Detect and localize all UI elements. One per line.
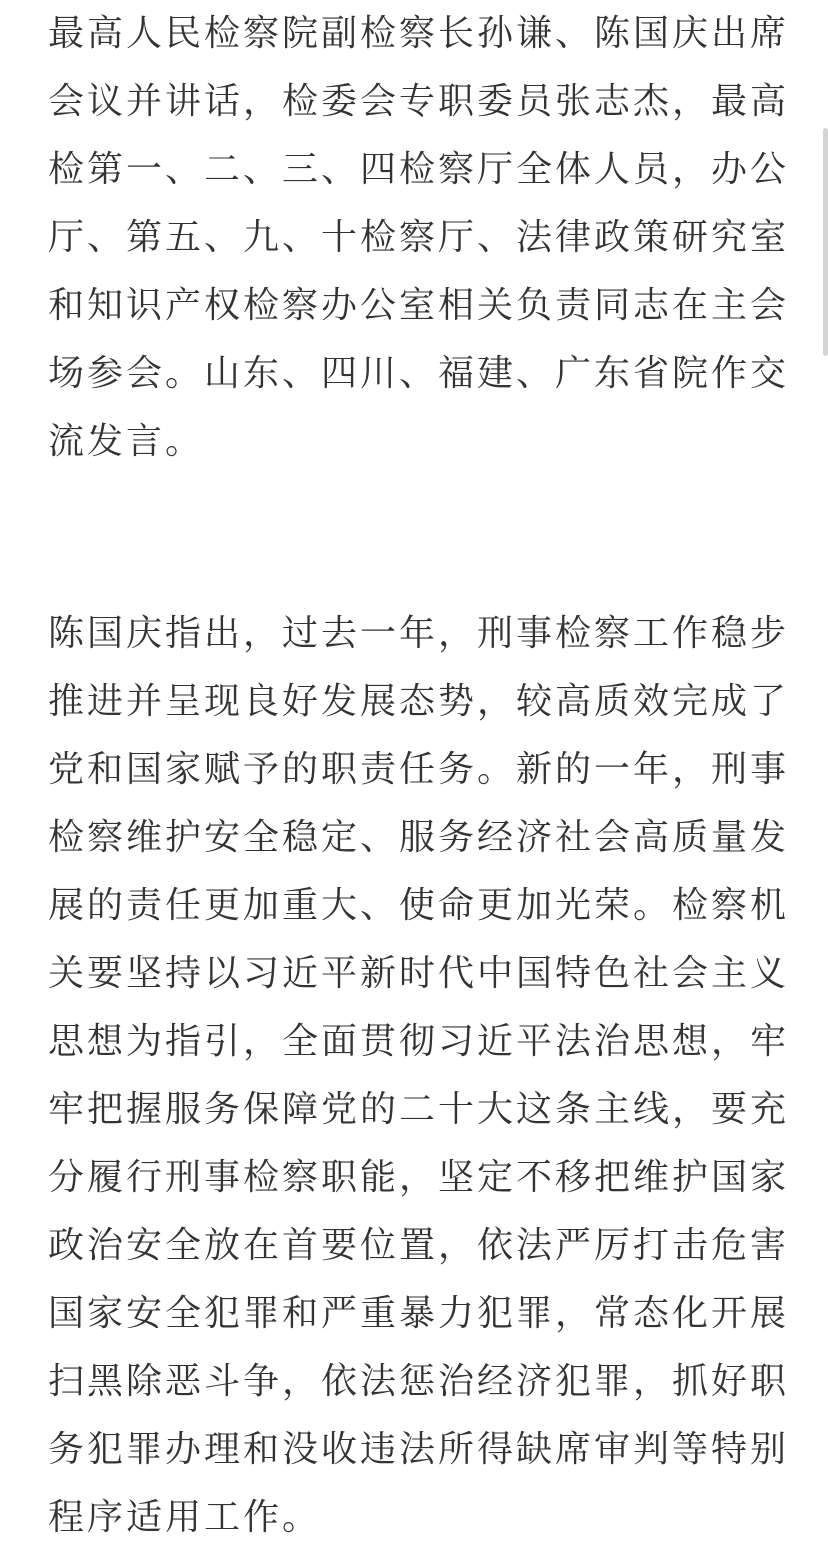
text-line: 展的责任更加重大、使命更加光荣。检察机 <box>48 885 790 926</box>
text-line: 推进并呈现良好发展态势，较高质效完成了 <box>48 681 790 722</box>
text-line: 流发言。 <box>48 421 205 462</box>
paragraph-2 <box>48 600 788 1552</box>
scrollbar[interactable] <box>823 128 828 356</box>
text-line: 思想为指引，全面贯彻习近平法治思想，牢 <box>48 1021 790 1062</box>
text-line: 陈国庆指出，过去一年，刑事检察工作稳步 <box>48 613 790 654</box>
text-line: 党和国家赋予的职责任务。新的一年，刑事 <box>48 749 790 790</box>
text-line: 检第一、二、三、四检察厅全体人员，办公 <box>48 149 790 190</box>
text-line: 国家安全犯罪和严重暴力犯罪，常态化开展 <box>48 1293 790 1334</box>
text-line: 政治安全放在首要位置，依法严厉打击危害 <box>48 1225 790 1266</box>
text-line: 分履行刑事检察职能，坚定不移把维护国家 <box>48 1157 790 1198</box>
text-line: 会议并讲话，检委会专职委员张志杰，最高 <box>48 81 790 122</box>
text-line: 和知识产权检察办公室相关负责同志在主会 <box>48 285 790 326</box>
paragraph-spacer <box>48 476 788 600</box>
text-line: 牢把握服务保障党的二十大这条主线，要充 <box>48 1089 790 1130</box>
text-line: 检察维护安全稳定、服务经济社会高质量发 <box>48 817 790 858</box>
text-line: 厅、第五、九、十检察厅、法律政策研究室 <box>48 217 790 258</box>
text-line: 务犯罪办理和没收违法所得缺席审判等特别 <box>48 1429 790 1470</box>
paragraph-1 <box>48 0 788 476</box>
text-line: 最高人民检察院副检察长孙谦、陈国庆出席 <box>48 13 790 54</box>
text-line: 关要坚持以习近平新时代中国特色社会主义 <box>48 953 790 994</box>
text-line: 场参会。山东、四川、福建、广东省院作交 <box>48 353 790 394</box>
text-line: 程序适用工作。 <box>48 1497 322 1538</box>
text-line: 扫黑除恶斗争，依法惩治经济犯罪，抓好职 <box>48 1361 790 1402</box>
article-body <box>48 0 788 1552</box>
